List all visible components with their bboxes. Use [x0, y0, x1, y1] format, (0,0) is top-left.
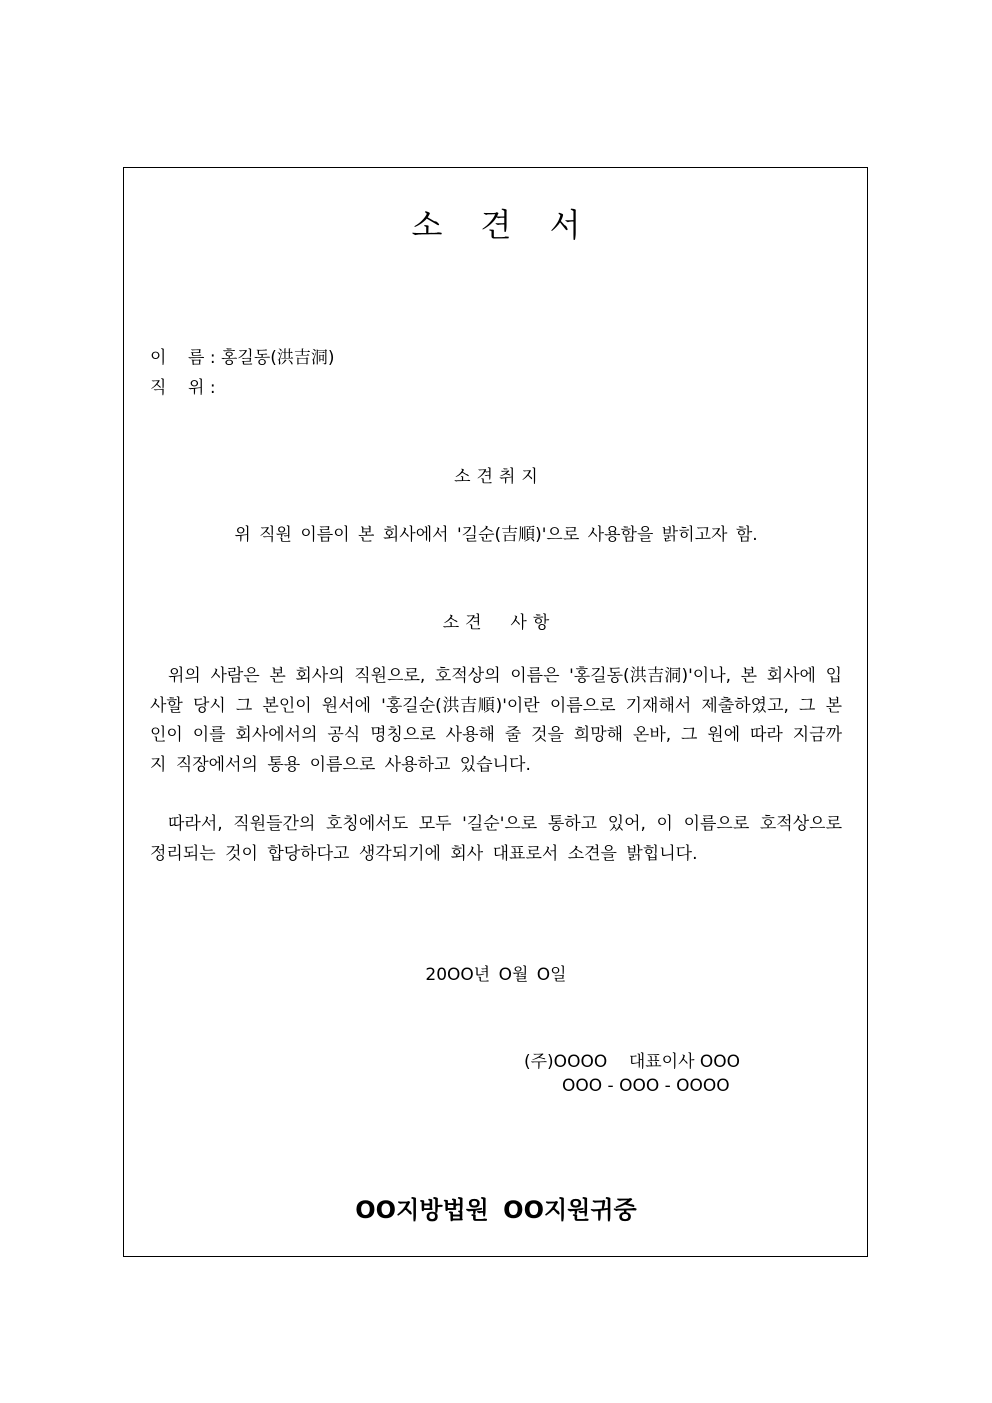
company-representative: (주)OOOO 대표이사 OOO [524, 1052, 741, 1072]
court-recipient: OO지방법원 OO지원귀중 [355, 1196, 637, 1224]
details-paragraph-1: 위의 사람은 본 회사의 직원으로, 호적상의 이름은 '홍길동(洪吉洞)'이나, 본 회사에 입사할 당시 그 본인이 원서에 '홍길순(洪吉順)'이란 이름으로 기재해서 제출하였고, 그 본인이 이를 회사에서의 공식 명칭으로 사용해 줄 것을 희망해 온바, 그 원에 따라 지금까지 직장에서의 통용 이름으로 사용하고 있습니다. [150, 666, 842, 775]
document-date: 20OO년 O월 O일 [425, 965, 567, 985]
details-heading: 소견 사항 [442, 613, 556, 633]
document-title: 소 견 서 [411, 206, 595, 244]
name-label: 이 름 : [150, 348, 216, 368]
phone-number: OOO - OOO - OOOO [562, 1076, 730, 1096]
purpose-text: 위 직원 이름이 본 회사에서 '길순(吉順)'으로 사용함을 밝히고자 함. [234, 525, 758, 545]
name-row [150, 343, 335, 368]
position-label: 직 위 : [150, 378, 216, 398]
details-paragraph-2: 따라서, 직원들간의 호칭에서도 모두 '길순'으로 통하고 있어, 이 이름으로 호적상으로 정리되는 것이 합당하다고 생각되기에 회사 대표로서 소견을 밝힙니다. [150, 814, 842, 864]
purpose-heading: 소견취지 [454, 467, 544, 487]
name-value: 홍길동(洪吉洞) [221, 348, 335, 368]
position-row [150, 373, 221, 398]
